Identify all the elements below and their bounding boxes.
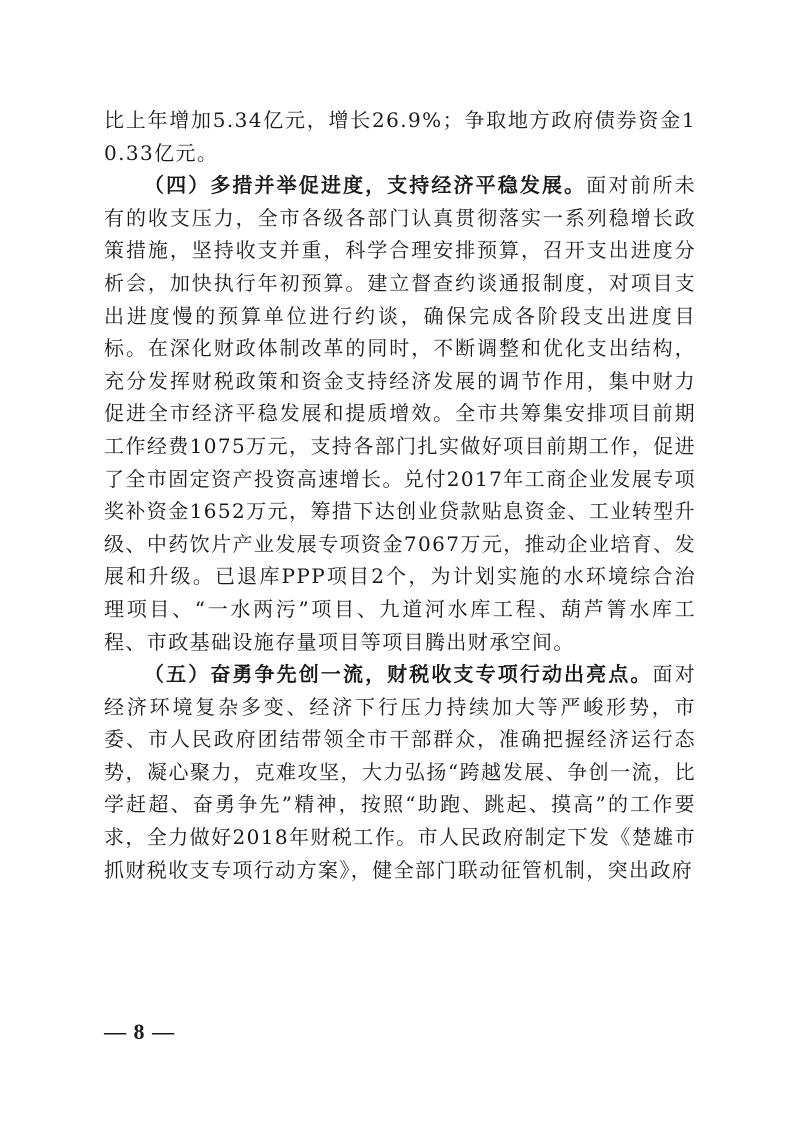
paragraph-section-4 (104, 169, 696, 658)
page-number: — 8 — (104, 1019, 175, 1044)
section-4-heading: （四）多措并举促进度，支持经济平稳发展。 (144, 173, 587, 198)
document-body (104, 104, 696, 886)
section-4-text: 面对前所未有的收支压力，全市各级各部门认真贯彻落实一系列稳增长政策措施，坚持收支并重，科学合理安排预算，召开支出进度分析会，加快执行年初预算。建立督查约谈通报制度，对项目支出进度慢的预算单位进行约谈，确保完成各阶段支出进度目标。在深化财政体制改革的同时，不断调整和优化支出结构，充分发挥财税政策和资金支持经济发展的调节作用，集中财力促进全市经济平稳发展和提质增效。全市共筹集安排项目前期工作经费1075万元，支持各部门扎实做好项目前期工作，促进了全市固定资产投资高速增长。兑付2017年工商企业发展专项奖补资金1652万元，筹措下达创业贷款贴息资金、工业转型升级、中药饮片产业发展专项资金7067万元，推动企业培育、发展和升级。已退库PPP项目2个，为计划实施的水环境综合治理项目、“一水两污”项目、九道河水库工程、葫芦箐水库工程、市政基础设施存量项目等项目腾出财承空间。 (104, 173, 697, 654)
paragraph-text: 比上年增加5.34亿元，增长26.9%；争取地方政府债券资金10.33亿元。 (104, 108, 696, 165)
section-5-heading: （五）奋勇争先创一流，财税收支专项行动出亮点。 (144, 662, 653, 687)
paragraph-section-5 (104, 658, 696, 886)
section-5-text: 面对经济环境复杂多变、经济下行压力持续加大等严峻形势，市委、市人民政府团结带领全市干部群众，准确把握经济运行态势，凝心聚力，克难攻坚，大力弘扬“跨越发展、争创一流，比学赶超、奋勇争先”精神，按照“助跑、跳起、摸高”的工作要求，全力做好2018年财税工作。市人民政府制定下发《楚雄市抓财税收支专项行动方案》，健全部门联动征管机制，突出政府 (104, 662, 696, 882)
paragraph-continuation (104, 104, 696, 169)
